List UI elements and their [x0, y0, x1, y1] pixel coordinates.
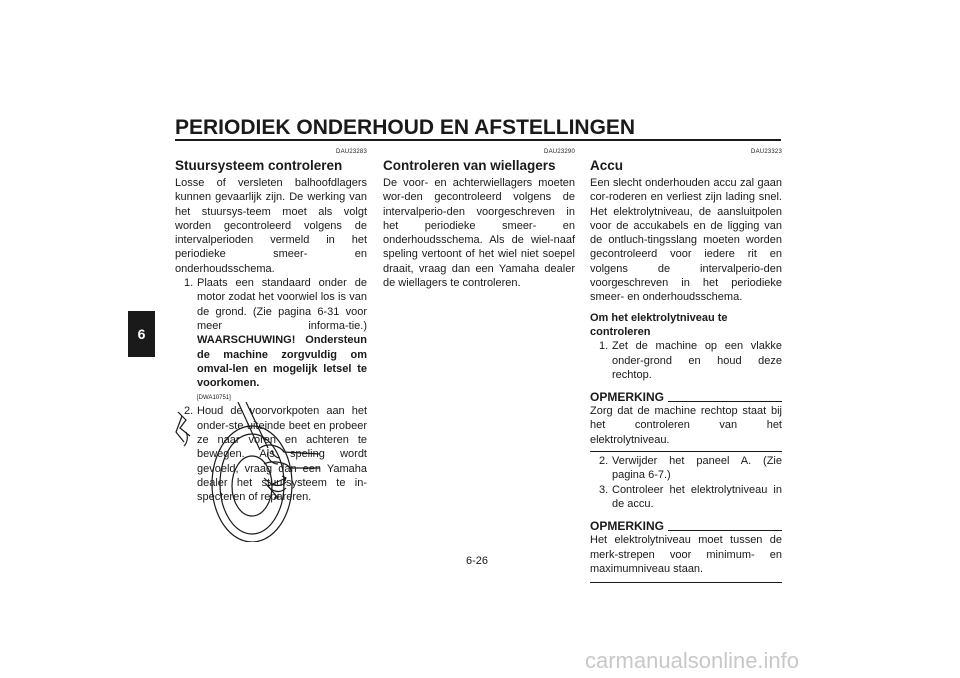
section-intro: Losse of versleten balhoofdlagers kunnen gevaarlijk zijn. De werking van het stuursys-teem moet als volgt worden gecontroleerd volgens de intervalperioden vermeld in het periodieke smeer- en onderhoudsschema.: [175, 177, 367, 275]
note-label: OPMERKING: [590, 519, 665, 534]
front-wheel-illustration: [168, 402, 326, 542]
list-item: [175, 276, 367, 390]
step-number: 1.: [599, 340, 609, 353]
battery-section: [590, 148, 782, 583]
note-heading: [590, 519, 782, 533]
warning-text: WAARSCHUWING! Ondersteun de machine zorgvuldig om omval-len en mogelijk letsel te voorkomen.: [197, 334, 367, 390]
section-code: DAU23283: [336, 149, 367, 155]
step-number: 2.: [599, 455, 609, 468]
page-number: 6-26: [466, 555, 489, 567]
step-number: 2.: [184, 405, 194, 418]
tire-outline: [212, 426, 292, 542]
warning-code: [DWA10751]: [197, 395, 231, 402]
step-text: Zet de machine op een vlakke onder-grond en houd deze rechtop.: [612, 340, 782, 381]
subheading: Om het elektrolytniveau te controleren: [590, 311, 728, 338]
note-rule: [668, 530, 782, 531]
section-heading: Accu: [590, 158, 624, 173]
note-heading: [590, 390, 782, 404]
step-text: Houd de voorvorkpoten aan het onder-ste uiteinde beet en probeer ze naar voren en achteren te bewegen. Als speling wordt gevoeld, vraag dan een Yamaha dealer het stuursysteem te in-specteren of repareren.: [197, 405, 367, 504]
steps-list-cont: [590, 454, 782, 511]
section-code: DAU23290: [544, 149, 575, 155]
title-rule: [175, 139, 781, 141]
note-text: Het elektrolytniveau moet tussen de merk-strepen voor minimum- en maximumniveau staan.: [590, 533, 782, 583]
watermark: carmanualsonline.info: [585, 648, 800, 673]
step-text: Controleer het elektrolytniveau in de accu.: [612, 483, 782, 510]
note-text: Zorg dat de machine rechtop staat bij het controleren van het elektrolytniveau.: [590, 404, 782, 452]
page-title: PERIODIEK ONDERHOUD EN AFSTELLINGEN: [175, 116, 636, 139]
section-heading: Stuursysteem controleren: [175, 158, 343, 173]
list-item: [590, 339, 782, 382]
step-text: Verwijder het paneel A. (Zie pagina 6-7.): [612, 455, 782, 482]
section-body: De voor- en achterwiellagers moeten wor-den gecontroleerd volgens de intervalperio-den voorgeschreven in het periodieke smeer- en onderhoudsschema. Als de wiel-naaf speling vertoont of het wiel niet soepel draait, vraag dan een Yamaha dealer de wiellagers te controleren.: [383, 177, 575, 290]
section-intro: Een slecht onderhouden accu zal gaan cor-roderen en verliest zijn lading snel. Het elektrolytniveau, de aansluitpolen voor de accukabels en de ligging van de ontluch-tingsslang moeten worden gecontroleerd voor iedere rit en volgens de intervalperio-den voorgeschreven in het periodieke smeer- en onderhoudsschema.: [590, 177, 782, 304]
step-number: 3.: [599, 483, 609, 496]
steps-list: [175, 276, 367, 390]
chapter-tab: 6: [128, 311, 155, 357]
note-rule: [668, 401, 782, 402]
list-item: [590, 483, 782, 512]
note-label: OPMERKING: [590, 390, 665, 405]
wheel-bearings-section: [383, 148, 575, 290]
steps-list: [590, 339, 782, 382]
step-text: Plaats een standaard onder de motor zodat het voorwiel los is van de grond. (Zie pagina 6-31 voor meer informa-tie.): [197, 277, 367, 332]
list-item: [590, 454, 782, 483]
section-heading: Controleren van wiellagers: [383, 158, 556, 173]
section-code: DAU23323: [751, 149, 782, 155]
step-number: 1.: [184, 277, 194, 290]
